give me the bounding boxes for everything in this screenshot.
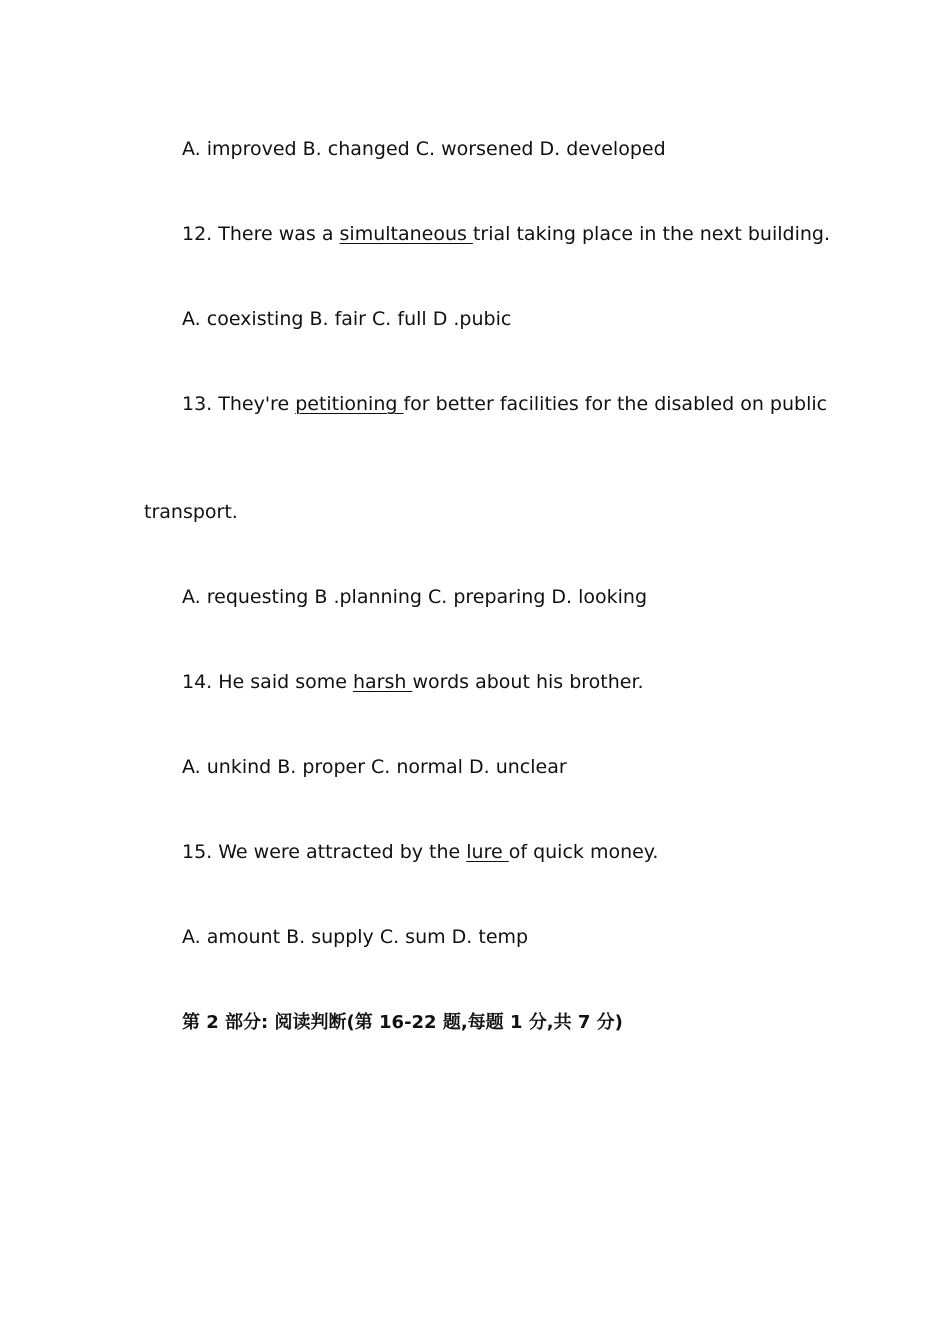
options-text: A. improved B. changed C. worsened D. developed (182, 138, 666, 160)
question-text-after: for better facilities for the disabled on public (403, 393, 828, 415)
answer-options-12 (182, 307, 511, 331)
question-text-before: 13. They're (182, 393, 296, 415)
question-text-after: of quick money. (508, 841, 659, 863)
question-14 (182, 670, 644, 694)
underlined-word: lure (466, 841, 509, 863)
options-text: A. requesting B .planning C. preparing D. looking (182, 586, 648, 608)
question-12 (182, 222, 830, 246)
continuation-text: transport. (144, 501, 238, 523)
question-text-after: words about his brother. (412, 671, 644, 693)
question-13 (182, 392, 827, 416)
underlined-word: harsh (352, 671, 413, 693)
underlined-word: petitioning (295, 393, 404, 415)
options-text: A. coexisting B. fair C. full D .pubic (182, 308, 512, 330)
answer-options-15 (182, 925, 528, 949)
answer-options-14 (182, 755, 567, 779)
question-13-continuation (144, 500, 238, 524)
options-text: A. amount B. supply C. sum D. temp (182, 926, 529, 948)
options-text: A. unkind B. proper C. normal D. unclear (182, 756, 567, 778)
question-text-before: 12. There was a (182, 223, 340, 245)
question-text-before: 15. We were attracted by the (182, 841, 467, 863)
question-text-before: 14. He said some (182, 671, 353, 693)
answer-options-13 (182, 585, 647, 609)
question-15 (182, 840, 658, 864)
section-heading-text: 第 2 部分: 阅读判断(第 16-22 题,每题 1 分,共 7 分) (182, 1012, 623, 1033)
answer-options-11 (182, 137, 666, 161)
question-text-after: trial taking place in the next building. (472, 223, 830, 245)
section-heading (182, 1011, 623, 1035)
underlined-word: simultaneous (339, 223, 473, 245)
